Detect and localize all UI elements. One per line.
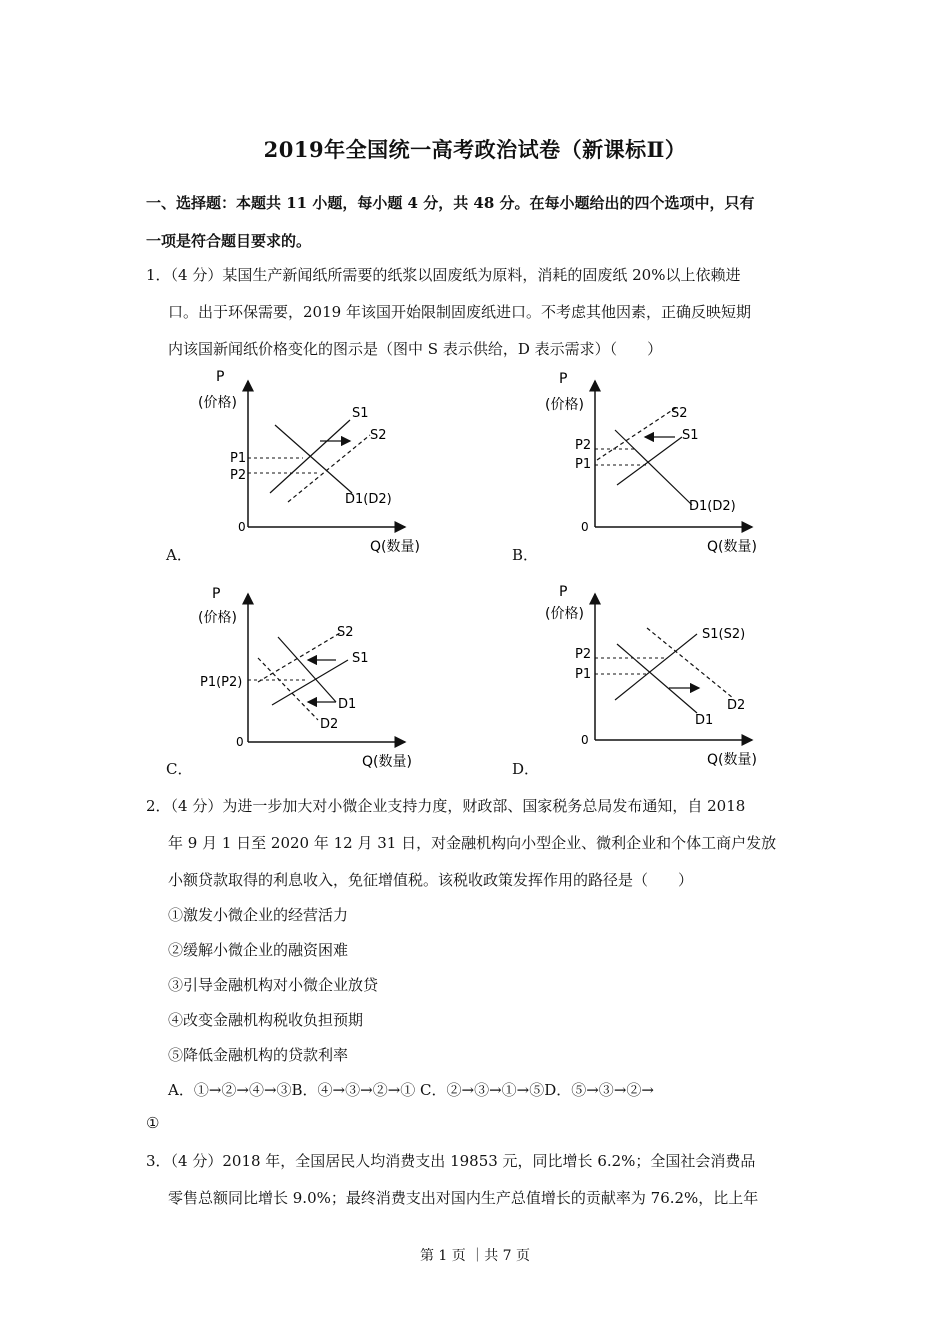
- q2-item-2: ②缓解小微企业的融资困难: [168, 941, 349, 959]
- p-axis-label: P: [212, 586, 221, 602]
- q1-line2: 口。出于环保需要，2019 年该国开始限制固废纸进口。不考虑其他因素，正确反映短期: [168, 303, 751, 321]
- origin-label: 0: [238, 520, 246, 534]
- page-footer: 第 1 页 ｜共 7 页: [419, 1248, 531, 1264]
- q1-line3: 内该国新闻纸价格变化的图示是（图中 S 表示供给，D 表示需求）（ ）: [168, 340, 663, 358]
- q2-line1: 2．（4 分）为进一步加大对小微企业支持力度，财政部、国家税务总局发布通知，自 2018: [146, 797, 746, 815]
- q2-item-4: ④改变金融机构税收负担预期: [168, 1011, 364, 1029]
- label-s1: S1: [352, 651, 369, 666]
- label-s2: S2: [337, 625, 354, 640]
- q-axis-label: Q(数量): [707, 539, 757, 555]
- p-axis-label: P: [559, 371, 568, 387]
- supply-curve-s: [615, 634, 697, 700]
- label-s2: S2: [671, 406, 688, 421]
- graph-option-b: [537, 365, 787, 564]
- label-p-bottom: P2: [230, 468, 247, 483]
- q2-item-5: ⑤降低金融机构的贷款利率: [168, 1046, 349, 1064]
- q3-line1: 3．（4 分）2018 年，全国居民人均消费支出 19853 元，同比增长 6.2%；全国社会消费品: [146, 1152, 756, 1170]
- q-axis-label: Q(数量): [362, 754, 412, 770]
- q2-line3: 小额贷款取得的利息收入，免征增值税。该税收政策发挥作用的路径是（ ）: [168, 871, 694, 889]
- supply-curve-s1: [617, 437, 682, 485]
- label-s1: S1: [682, 428, 699, 443]
- label-d: D1(D2): [689, 499, 736, 514]
- q1-line1: 1．（4 分）某国生产新闻纸所需要的纸浆以固废纸为原料，消耗的固废纸 20%以上依赖进: [146, 266, 741, 284]
- label-d2: D2: [320, 717, 339, 732]
- p-axis-label: P: [216, 369, 225, 385]
- section-heading-line1: 一、选择题：本题共 11 小题，每小题 4 分，共 48 分。在每小题给出的四个选项中，只有: [146, 194, 755, 212]
- graph-option-c: [190, 580, 440, 779]
- label-d: D1(D2): [345, 492, 392, 507]
- supply-demand-chart-a: [190, 365, 440, 560]
- label-s1: S1: [352, 406, 369, 421]
- supply-demand-chart-c: [190, 580, 440, 775]
- demand-curve-d: [615, 430, 692, 505]
- label-p: P1(P2): [200, 675, 243, 690]
- option-c-label: C．: [166, 760, 193, 778]
- demand-curve-d1: [278, 637, 336, 702]
- q2-item-3: ③引导金融机构对小微企业放贷: [168, 976, 379, 994]
- q3-line2: 零售总额同比增长 9.0%；最终消费支出对国内生产总值增长的贡献率为 76.2%，比上年: [168, 1189, 759, 1207]
- label-s2: S2: [370, 428, 387, 443]
- label-d1: D1: [338, 697, 357, 712]
- option-d-label: D．: [512, 760, 540, 778]
- label-d2: D2: [727, 698, 746, 713]
- graph-option-a: [190, 365, 440, 564]
- option-b-label: B．: [512, 546, 539, 564]
- label-d1: D1: [695, 713, 714, 728]
- origin-label: 0: [581, 733, 589, 747]
- supply-demand-chart-b: [537, 365, 787, 560]
- q-axis-label: Q(数量): [707, 752, 757, 768]
- label-p-top: P1: [230, 451, 247, 466]
- price-axis-name: (价格): [545, 397, 584, 413]
- origin-label: 0: [236, 735, 244, 749]
- q2-item-1: ①激发小微企业的经营活力: [168, 906, 349, 924]
- label-p-top: P2: [575, 438, 592, 453]
- label-p-top: P2: [575, 647, 592, 662]
- supply-curve-s2: [258, 633, 340, 682]
- option-a-label: A．: [166, 546, 192, 564]
- p-axis-label: P: [559, 584, 568, 600]
- label-p-bottom: P1: [575, 457, 592, 472]
- origin-label: 0: [581, 520, 589, 534]
- supply-demand-chart-d: [537, 578, 787, 773]
- label-p-bottom: P1: [575, 667, 592, 682]
- demand-curve-d2: [258, 658, 318, 720]
- graph-option-d: [537, 578, 787, 777]
- label-s: S1(S2): [702, 627, 746, 642]
- q2-line2: 年 9 月 1 日至 2020 年 12 月 31 日，对金融机构向小型企业、微利企业和个体工商户发放: [168, 834, 777, 852]
- demand-curve-d: [275, 425, 352, 493]
- price-axis-name: (价格): [198, 395, 237, 411]
- q-axis-label: Q(数量): [370, 539, 420, 555]
- q2-answers-line1: A．①→②→④→③B．④→③→②→① C．②→③→①→⑤D．⑤→③→②→: [168, 1081, 654, 1099]
- price-axis-name: (价格): [198, 610, 237, 626]
- exam-title: 2019年全国统一高考政治试卷（新课标Ⅱ）: [263, 137, 687, 162]
- q2-answers-line2: ①: [146, 1114, 160, 1132]
- price-axis-name: (价格): [545, 606, 584, 622]
- section-heading-line2: 一项是符合题目要求的。: [146, 232, 312, 250]
- demand-curve-d1: [617, 644, 697, 713]
